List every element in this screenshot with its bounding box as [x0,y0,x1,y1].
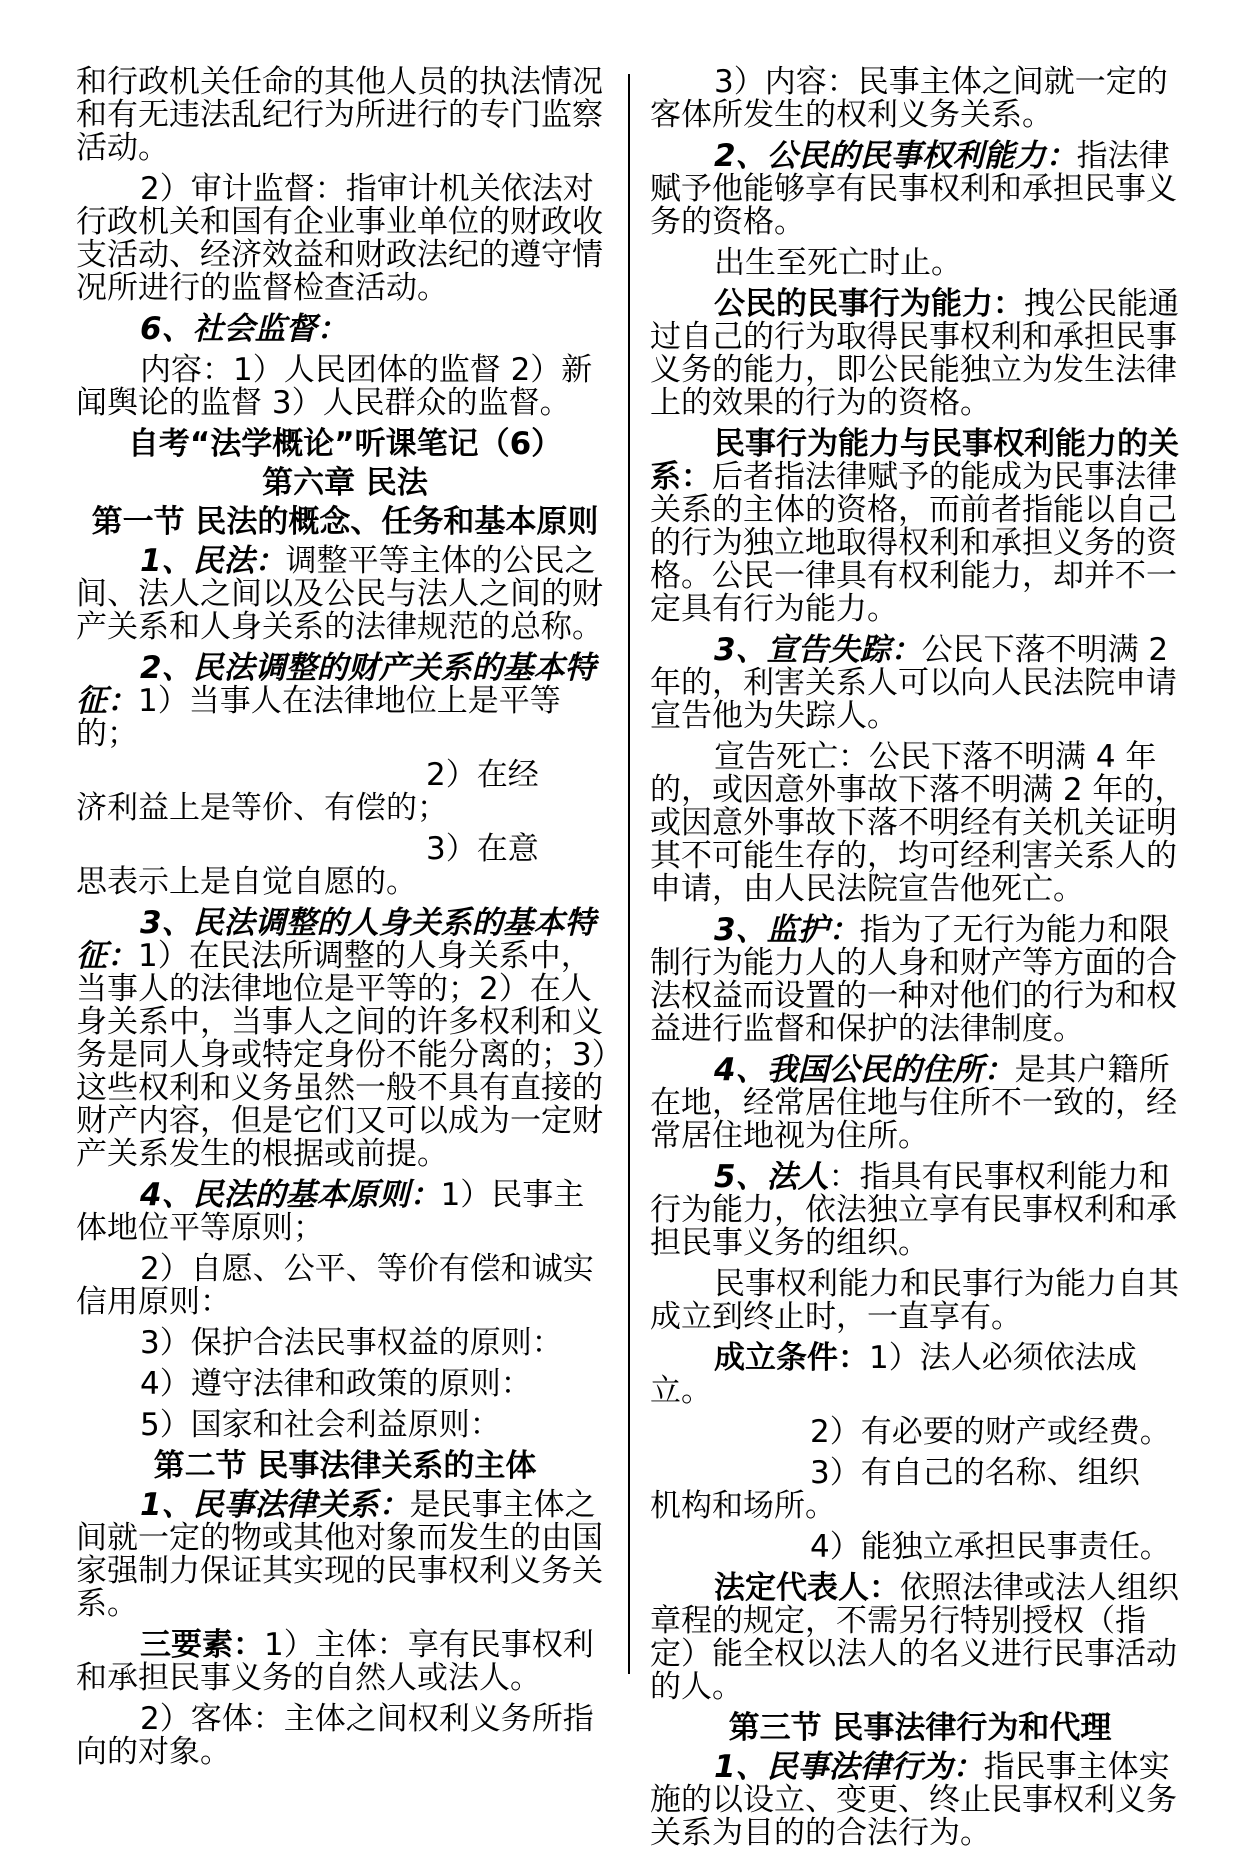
section-title: 第三节 民事法律行为和代理 [728,1710,1112,1746]
term-label: 三要素： [140,1627,264,1663]
paragraph [76,652,614,751]
paragraph [76,833,614,899]
term-definition: ：指具有民事权利能力和行为能力，依法独立享有民事权利和承担民事义务的组织。 [650,1159,1177,1261]
section-title: 第一节 民法的概念、任务和基本原则 [91,504,599,540]
paragraph: 宣告死亡：公民下落不明满 4 年的，或因意外事故下落不明满 2 年的，或因意外事故下落不明经有关机关证明其不可能生存的，均可经利害关系人的申请，由人民法院宣告他死亡。 [650,739,1186,907]
term-label: 1、民事法律行为： [714,1749,984,1785]
paragraph [650,288,1190,420]
term-label: 2、公民的民事权利能力： [714,138,1077,174]
paragraph [650,1054,1190,1153]
left-column [76,66,614,1777]
term-definition: 是其户籍所在地，经常居住地与住所不一致的，经常居住地视为住所。 [650,1052,1177,1154]
paragraph: 内容：1）人民团体的监督 2）新闻舆论的监督 3）人民群众的监督。 [76,352,593,421]
term-label: 3、宣告失踪： [714,632,922,668]
column-divider [628,74,630,1674]
term-definition: 1）法人必须依法成立。 [650,1340,1137,1409]
paragraph [76,1179,614,1245]
term-definition: 指法律赋予他能够享有民事权利和承担民事义务的资格。 [650,138,1177,240]
term-definition: 依照法律或法人组织章程的规定，不需另行特别授权（指定）能全权以法人的名义进行民事活动的人。 [650,1570,1179,1705]
term-label: 3、监护： [714,912,860,948]
list-item: 3）保护合法民事权益的原则： [140,1325,563,1361]
list-item-lead: 3）在意 [426,831,539,867]
term-definition: 1）主体：享有民事权利和承担民事义务的自然人或法人。 [76,1627,594,1696]
term-label: 法定代表人： [714,1570,900,1606]
paragraph [650,914,1190,1046]
list-item: 4）遵守法律和政策的原则： [140,1366,532,1402]
paragraph: 3）内容：民事主体之间就一定的客体所发生的权利义务关系。 [650,64,1168,133]
term-definition: 指民事主体实施的以设立、变更、终止民事权利义务关系为目的的合法行为。 [650,1749,1177,1851]
paragraph [76,907,614,1171]
paragraph [650,1342,1190,1408]
term-definition: 拽公民能通过自己的行为取得民事权利和承担民事义务的能力，即公民能独立为发生法律上的效果的行为的资格。 [650,286,1179,421]
paragraph [650,1457,1190,1523]
paragraph: 2）客体：主体之间权利义务所指向的对象。 [76,1701,594,1770]
term-label: 2、民法调整的财产关系的基本特征： [76,650,596,719]
term-label: 4、民法的基本原则： [140,1177,441,1213]
list-item-lead: 3）有自己的名称、组织 [810,1455,1140,1491]
list-item-lead: 2）在经 [426,757,539,793]
term-definition: 公民下落不明满 2 年的，利害关系人可以向人民法院申请宣告他为失踪人。 [650,632,1177,734]
term-definition: 1）在民法所调整的人身关系中，当事人的法律地位是平等的；2）在人身关系中，当事人之间的许多权利和义务是同人身或特定身份不能分离的；3）这些权利和义务虽然一般不具有直接的财产内容，但是它们又可以成为一定财产关系发生的根据或前提。 [76,938,608,1172]
term-label: 5、法人 [714,1159,829,1195]
list-item: 5）国家和社会利益原则： [140,1407,501,1443]
list-item: 2）自愿、公平、等价有偿和诚实信用原则： [76,1251,594,1320]
section-title: 第二节 民事法律关系的主体 [153,1448,537,1484]
term-definition: 指为了无行为能力和限制行为能力人的人身和财产等方面的合法权益而设置的一种对他们的行为和权益进行监督和保护的法律制度。 [650,912,1177,1047]
term-label: 1、民事法律关系： [140,1487,410,1523]
list-item: 4）能独立承担民事责任。 [810,1529,1171,1565]
paragraph: 出生至死亡时止。 [714,245,962,281]
paragraph [76,759,614,825]
paragraph: 和行政机关任命的其他人员的执法情况和有无违法乱纪行为所进行的专门监察活动。 [76,64,603,166]
term-definition: 1）当事人在法律地位上是平等的； [76,683,561,752]
chapter-title: 第六章 民法 [262,465,428,501]
term-label: 成立条件： [714,1340,869,1376]
paragraph [76,1489,614,1621]
paragraph [76,1629,614,1695]
term-definition: 是民事主体之间就一定的物或其他对象而发生的由国家强制力保证其实现的民事权利义务关系。 [76,1487,603,1622]
term-definition: 调整平等主体的公民之间、法人之间以及公民与法人之间的财产关系和人身关系的法律规范的总称。 [76,543,603,645]
paragraph [650,428,1190,626]
list-item-text: 机构和场所。 [650,1488,836,1524]
paragraph [650,634,1190,733]
paragraph [650,1572,1190,1704]
term-label: 3、民法调整的人身关系的基本特征： [76,905,596,974]
page-title: 自考“法学概论”听课笔记（6） [127,426,563,462]
paragraph [650,1751,1190,1850]
term-label: 1、民法： [140,543,286,579]
list-item: 2）有必要的财产或经费。 [810,1414,1171,1450]
term-label: 4、我国公民的住所： [714,1052,1015,1088]
term-label: 民事行为能力与民事权利能力的关系： [650,426,1179,495]
paragraph [650,1161,1190,1260]
heading-label: 6、社会监督： [140,311,348,347]
term-definition: 1）民事主体地位平等原则； [76,1177,585,1246]
paragraph [76,545,614,644]
term-definition: 后者指法律赋予的能成为民事法律关系的主体的资格，而前者指能以自己的行为独立地取得权利和承担义务的资格。公民一律具有权利能力，却并不一定具有行为能力。 [650,459,1177,627]
paragraph [650,140,1190,239]
list-item-text: 济利益上是等价、有偿的； [76,790,448,826]
paragraph: 民事权利能力和民事行为能力自其成立到终止时，一直享有。 [650,1266,1179,1335]
term-label: 公民的民事行为能力： [714,286,1024,322]
section-heading [76,313,614,346]
paragraph: 2）审计监督：指审计机关依法对行政机关和国有企业事业单位的财政收支活动、经济效益和财政法纪的遵守情况所进行的监督检查活动。 [76,171,603,306]
right-column [650,66,1190,1858]
list-item-text: 思表示上是自觉自愿的。 [76,864,417,900]
